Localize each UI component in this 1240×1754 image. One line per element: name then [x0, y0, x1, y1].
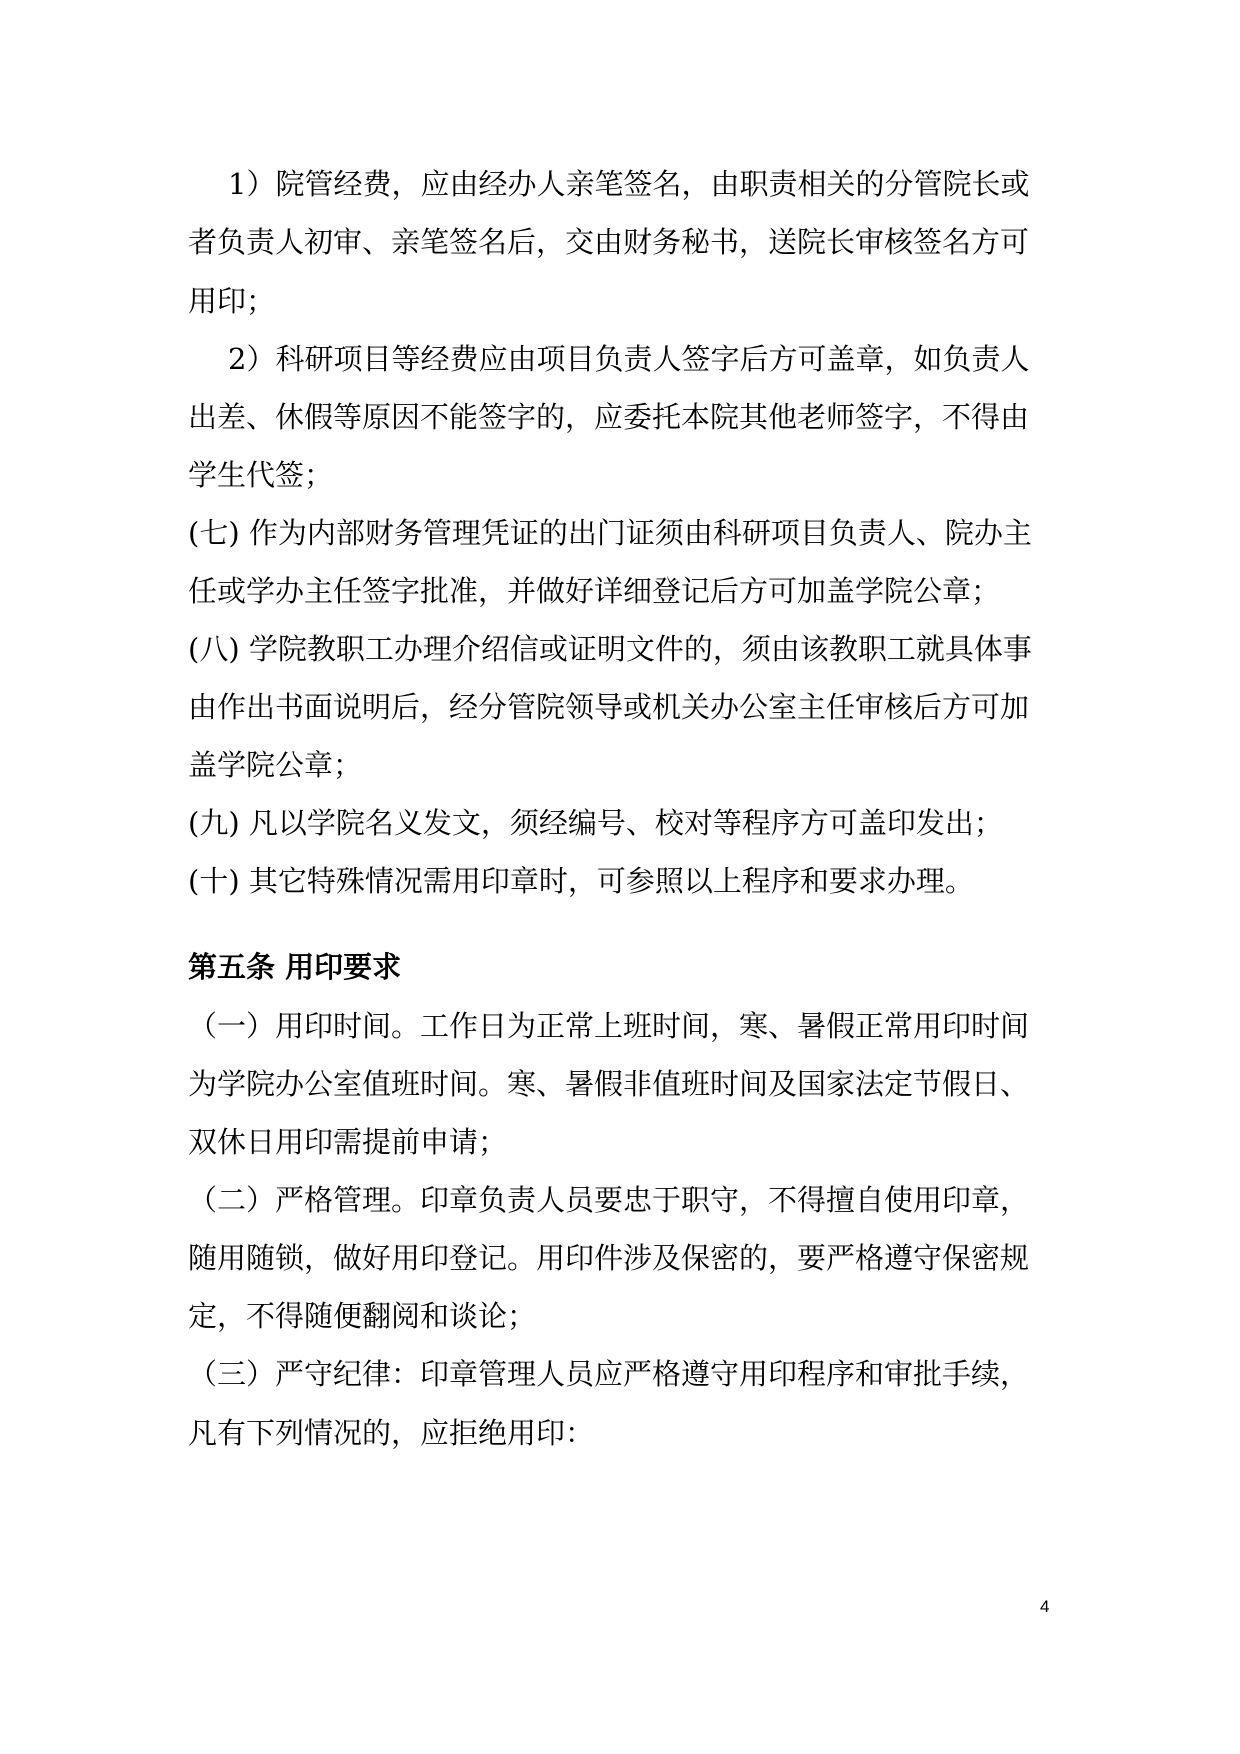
- paragraph-line: 2）科研项目等经费应由项目负责人签字后方可盖章，如负责人: [228, 342, 1030, 376]
- paragraph-line: 凡有下列情况的，应拒绝用印：: [188, 1416, 595, 1450]
- paragraph-line: 任或学办主任签字批准，并做好详细登记后方可加盖学院公章；: [188, 574, 1001, 608]
- paragraph-line: 用印；: [188, 284, 276, 318]
- paragraph-line: 1）院管经费，应由经办人亲笔签名，由职责相关的分管院长或: [228, 167, 1030, 201]
- paragraph-line: 由作出书面说明后，经分管院领导或机关办公室主任审核后方可加: [188, 690, 1030, 724]
- paragraph-line: （三）严守纪律：印章管理人员应严格遵守用印程序和审批手续，: [188, 1357, 1030, 1391]
- paragraph-line: (八) 学院教职工办理介绍信或证明文件的，须由该教职工就具体事: [188, 632, 1032, 666]
- paragraph-line: （一）用印时间。工作日为正常上班时间，寒、暑假正常用印时间: [188, 1009, 1030, 1043]
- paragraph-line: (十) 其它特殊情况需用印章时，可参照以上程序和要求办理。: [188, 864, 974, 898]
- paragraph-line: （二）严格管理。印章负责人员要忠于职守，不得擅自使用印章，: [188, 1183, 1030, 1217]
- paragraph-line: (七) 作为内部财务管理凭证的出门证须由科研项目负责人、院办主: [188, 516, 1032, 550]
- paragraph-line: 者负责人初审、亲笔签名后，交由财务秘书，送院长审核签名方可: [188, 225, 1030, 259]
- paragraph-line: 盖学院公章；: [188, 748, 363, 782]
- paragraph-line: 为学院办公室值班时间。寒、暑假非值班时间及国家法定节假日、: [188, 1067, 1030, 1101]
- paragraph-line: 双休日用印需提前申请；: [188, 1125, 508, 1159]
- page-number: 4: [1040, 1597, 1050, 1616]
- paragraph-line: 学生代签；: [188, 458, 334, 492]
- paragraph-line: 随用随锁，做好用印登记。用印件涉及保密的，要严格遵守保密规: [188, 1241, 1030, 1275]
- section-heading: 第五条 用印要求: [188, 950, 402, 984]
- paragraph-line: (九) 凡以学院名义发文，须经编号、校对等程序方可盖印发出；: [188, 806, 1003, 840]
- paragraph-line: 定，不得随便翻阅和谈论；: [188, 1299, 537, 1333]
- paragraph-line: 出差、休假等原因不能签字的，应委托本院其他老师签字，不得由: [188, 400, 1030, 434]
